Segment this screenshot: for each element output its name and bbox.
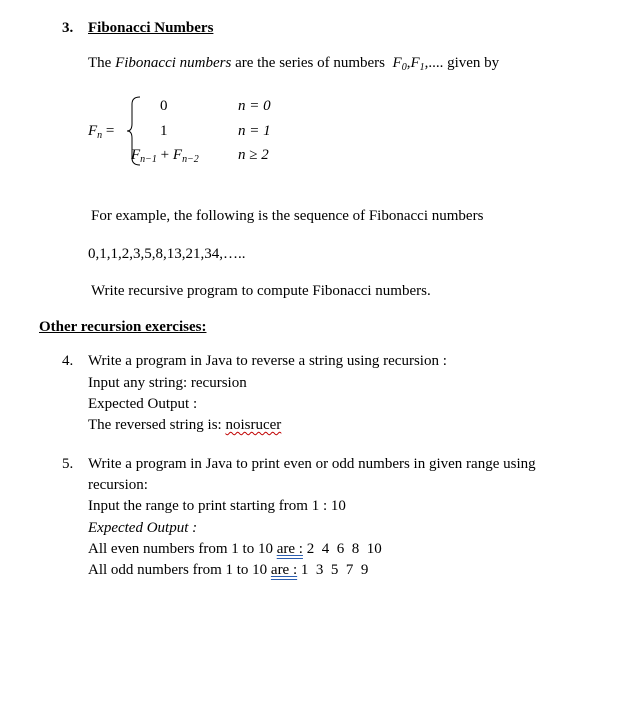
case-2-term-b: F [172, 147, 183, 163]
intro-prefix: The [88, 55, 116, 71]
exercise-4-line2: Input any string: recursion [88, 375, 247, 391]
reversed-word: noisrucer [225, 417, 282, 433]
exercise-5-line5-are: are : [270, 562, 298, 578]
exercise-5-line2: Input the range to print starting from 1 : 10 [88, 498, 346, 514]
case-2-value [131, 146, 199, 169]
equation-lhs [88, 122, 114, 145]
lhs-subscript: n [97, 130, 103, 141]
exercise-5-line4-are: are : [276, 541, 303, 557]
f0-subscript: 0 [401, 62, 407, 73]
case-2-term-b-sub: n−2 [182, 154, 199, 165]
intro-mid: are the series of numbers [231, 55, 389, 71]
exercise-5-line4-prefix: All even numbers from 1 to 10 [88, 541, 277, 557]
case-1-value: 1 [160, 123, 168, 139]
exercise-5-line1b: recursion: [88, 477, 148, 493]
exercise-4-line4 [88, 416, 281, 434]
exercise-5-line3: Expected Output : [88, 520, 198, 536]
intro-paragraph [88, 54, 499, 77]
section-3-title: Fibonacci Numbers [88, 20, 214, 36]
exercise-5-line4-values: 2 4 6 8 10 [302, 541, 382, 557]
lhs-symbol: F [88, 123, 98, 139]
exercise-4-line1: Write a program in Java to reverse a string using recursion : [88, 353, 447, 369]
exercise-4-line3: Expected Output : [88, 396, 198, 412]
exercise-5-line5-prefix: All odd numbers from 1 to 10 [88, 562, 271, 578]
intro-term: Fibonacci numbers [115, 55, 232, 71]
case-2-plus: + [160, 147, 170, 163]
example-text: For example, the following is the sequence of Fibonacci numbers [91, 208, 484, 224]
case-2-term-a: F [131, 147, 141, 163]
f1-symbol: F [410, 55, 420, 71]
lhs-equals: = [105, 123, 115, 139]
exercise-4-number: 4. [62, 353, 74, 369]
fibonacci-task: Write recursive program to compute Fibonacci numbers. [91, 283, 431, 299]
case-2-term-a-sub: n−1 [140, 154, 157, 165]
f0-symbol: F [392, 55, 402, 71]
other-exercises-heading: Other recursion exercises: [39, 319, 207, 335]
intro-suffix: ,.... given by [424, 55, 500, 71]
exercise-5-line1: Write a program in Java to print even or odd numbers in given range using [88, 456, 536, 472]
case-2-condition: n ≥ 2 [238, 147, 269, 163]
case-0-condition: n = 0 [238, 98, 271, 114]
case-1-condition: n = 1 [238, 123, 271, 139]
f1-subscript: 1 [419, 62, 425, 73]
case-0-value: 0 [160, 98, 168, 114]
intro-comma: , [406, 55, 411, 71]
exercise-5-line5-values: 1 3 5 7 9 [297, 562, 369, 578]
fibonacci-sequence: 0,1,1,2,3,5,8,13,21,34,….. [88, 246, 246, 262]
exercise-4-line4-prefix: The reversed string is: [88, 417, 226, 433]
exercise-5-line5 [88, 561, 368, 579]
exercise-5-line4 [88, 540, 382, 558]
exercise-5-number: 5. [62, 456, 74, 472]
section-3-number: 3. [62, 20, 74, 36]
